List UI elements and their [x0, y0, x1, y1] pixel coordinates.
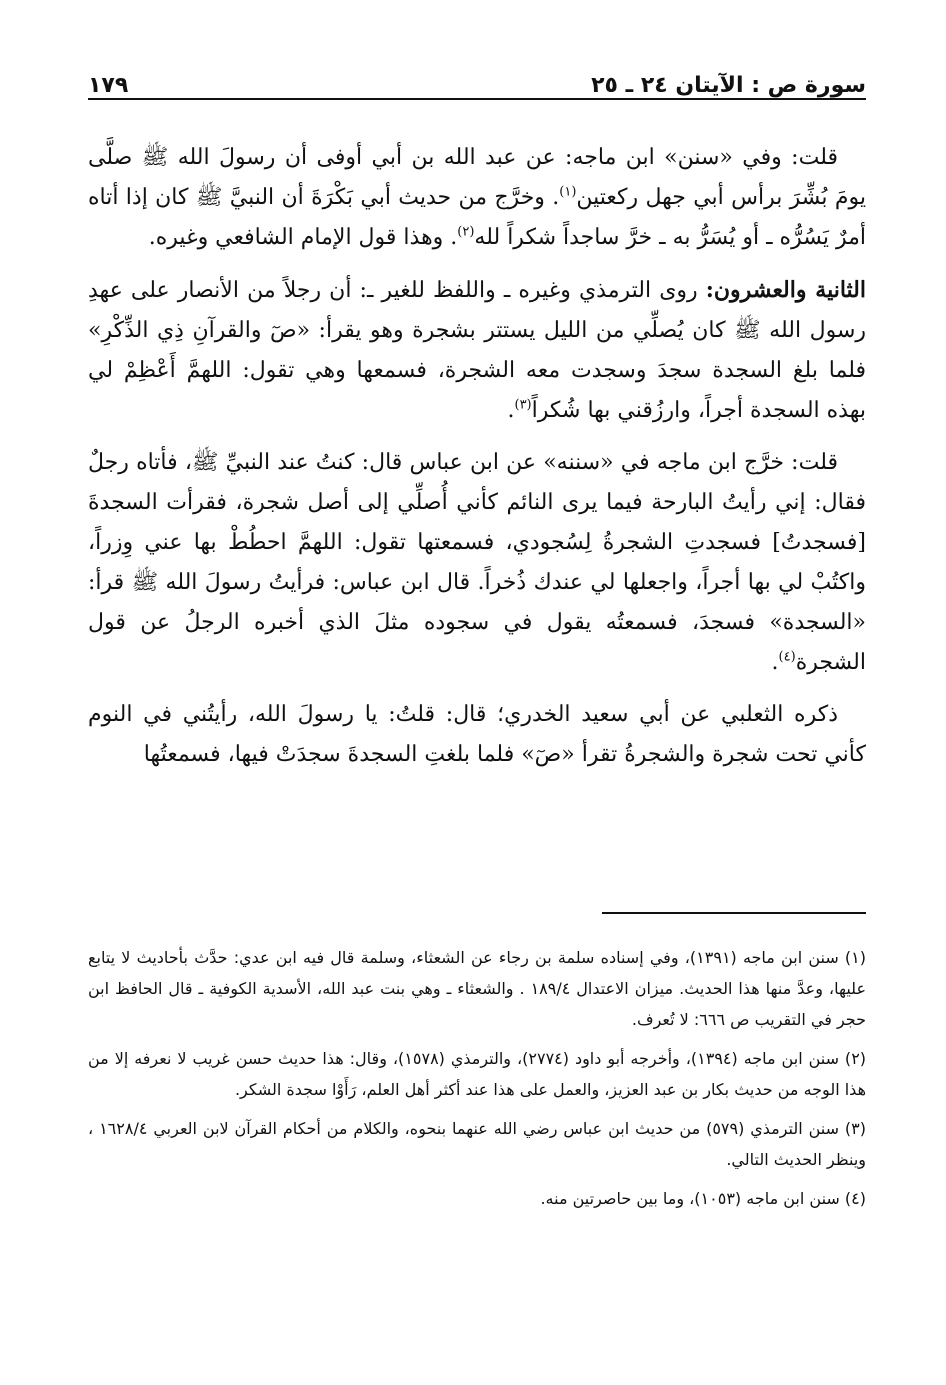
paragraph-1	[88, 138, 866, 258]
footnote-ref-2: (٢)	[457, 224, 475, 240]
paragraph-1-text-c: . وهذا قول الإمام الشافعي وغيره.	[148, 225, 458, 250]
footnote-ref-4: (٤)	[778, 649, 796, 665]
page-number: ١٧٩	[88, 73, 129, 98]
footnote-divider	[602, 912, 866, 914]
paragraph-3-end: .	[771, 650, 779, 675]
section-lead: الثانية والعشرون:	[705, 277, 866, 303]
paragraph-3	[88, 443, 866, 683]
footnote-4: (٤) سنن ابن ماجه (١٠٥٣)، وما بين حاصرتين منه.	[540, 1189, 866, 1208]
paragraph-4	[88, 695, 866, 775]
paragraph-4-text: ذكره الثعلبي عن أبي سعيد الخدري؛ قال: قلتُ: يا رسولَ الله، رأيتُني في النوم كأني تحت شجرة والشجرةُ تقرأ «صٓ» فلما بلغتِ السجدةَ سجدَتْ فيها، فسمعتُها	[88, 702, 866, 767]
paragraph-2-text: روى الترمذي وغيره ـ واللفظ للغير ـ: أن رجلاً من الأنصار على عهدِ رسول الله ﷺ كان يُصلِّي من الليل يستتر بشجرة وهو يقرأ: «صٓ والقرآنِ ذِي الذِّكْرِ» فلما بلغ السجدة سجدَ وسجدت معه الشجرة، فسمعها وهي تقول: اللهمَّ أَعْظِمْ لي بهذه السجدة أجراً، وارزُقني بها شُكراً	[88, 278, 866, 423]
paragraph-2	[88, 270, 866, 431]
paragraph-1-text-b: . وخرَّج من حديث أبي بَكْرَةَ أن النبيَّ ﷺ كان إذا أتاه أمرٌ يَسُرُّه ـ أو يُسَرُّ به ـ خرَّ ساجداً شكراً لله	[88, 185, 866, 250]
main-text	[88, 138, 866, 787]
paragraph-1-text-a: قلت: وفي «سنن» ابن ماجه: عن عبد الله بن أبي أوفى أن رسولَ الله ﷺ صلَّى يومَ بُشِّرَ برأس أبي جهل ركعتين	[88, 145, 866, 210]
paragraph-2-end: .	[507, 398, 515, 423]
footnotes	[88, 942, 866, 1222]
footnote-ref-3: (٣)	[514, 397, 532, 413]
paragraph-3-text: قلت: خرَّج ابن ماجه في «سننه» عن ابن عباس قال: كنتُ عند النبيِّ ﷺ، فأتاه رجلٌ فقال: إني رأيتُ البارحة فيما يرى النائم كأني أُصلِّي إلى أصل شجرة، فقرأت السجدةَ [فسجدتُ] فسجدتِ الشجرةُ لِسُجودي، فسمعتها تقول: اللهمَّ احطُطْ بها عني وِزراً، واكتُبْ لي بها أجراً، واجعلها لي عندك ذُخراً. قال ابن عباس: فرأيتُ رسولَ الله ﷺ قرأ: «السجدة» فسجدَ، فسمعتُه يقول في سجوده مثلَ الذي أخبره الرجلُ عن قول الشجرة	[88, 450, 866, 675]
surah-title: سورة ص : الآيتان ٢٤ ـ ٢٥	[591, 73, 866, 98]
footnote-2: (٢) سنن ابن ماجه (١٣٩٤)، وأخرجه أبو داود (٢٧٧٤)، والترمذي (١٥٧٨)، وقال: هذا حديث حسن غريب لا نعرفه إلا من هذا الوجه من حديث بكار بن عبد العزيز، والعمل على هذا عند أكثر أهل العلم، رَأَوْا سجدة الشكر.	[88, 1049, 867, 1099]
footnote-ref-1: (١)	[559, 184, 577, 200]
footnote-3: (٣) سنن الترمذي (٥٧٩) من حديث ابن عباس رضي الله عنهما بنحوه، والكلام من أحكام القرآن لابن العربي ١٦٢٨/٤ ، وينظر الحديث التالي.	[88, 1119, 867, 1169]
header-rule	[88, 98, 866, 100]
page-header	[88, 58, 866, 98]
page	[88, 52, 866, 1352]
footnote-1: (١) سنن ابن ماجه (١٣٩١)، وفي إسناده سلمة بن رجاء عن الشعثاء، وسلمة قال فيه ابن عدي: حدَّث بأحاديث لا يتابع عليها، وعدَّ منها هذا الحديث. ميزان الاعتدال ١٨٩/٤ . والشعثاء ـ وهي بنت عبد الله، الأسدية الكوفية ـ قال الحافظ ابن حجر في التقريب ص ٦٦٦: لا تُعرف.	[88, 948, 867, 1029]
